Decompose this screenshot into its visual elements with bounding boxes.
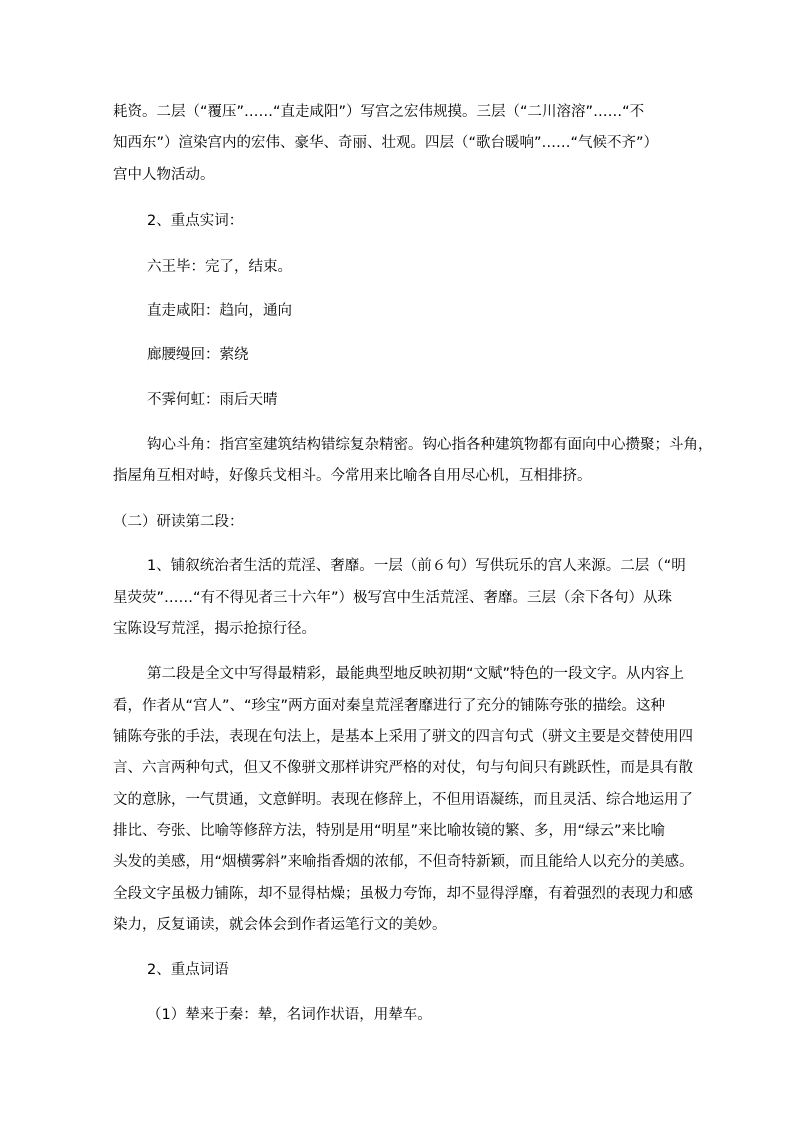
text-line: 知西东”）渲染宫内的宏伟、豪华、奇丽、壮观。四层（“歌台暖响”……“气候不齐”） [113,135,659,151]
text-line: 指屋角互相对峙，好像兵戈相斗。今常用来比喻各自用尽心机，互相排挤。 [113,468,592,484]
text-line: 直走咸阳：趋向，通向 [147,303,292,319]
text-line: 耗资。二层（“覆压”……“直走咸阳”）写宫之宏伟规摸。三层（“二川溶溶”……“不 [113,104,645,120]
text-line: 铺陈夸张的手法，表现在句法上，是基本上采用了骈文的四言句式（骈文主要是交替使用四 [113,729,693,745]
text-line: 1、铺叙统治者生活的荒淫、奢靡。一层（前６句）写供玩乐的宫人来源。二层（“明 [147,558,686,574]
text-line: 宫中人物活动。 [113,167,215,183]
text-line: 全段文字虽极力铺陈，却不显得枯燥；虽极力夸饰，却不显得浮靡，有着强烈的表现力和感 [113,886,693,902]
text-line: 六王毕：完了，结束。 [147,259,292,275]
text-line: 廊腰缦回：萦绕 [147,347,249,363]
text-line: 言、六言两种句式，但又不像骈文那样讲究严格的对仗，句与句间只有跳跃性，而是具有散 [113,760,693,776]
text-line: 宝陈设写荒淫，揭示抢掠行径。 [113,621,316,637]
text-line: 第二段是全文中写得最精彩，最能典型地反映初期“文赋”特色的一段文字。从内容上 [147,666,685,682]
text-line: 看，作者从“宫人”、“珍宝”两方面对秦皇荒淫奢靡进行了充分的铺陈夸张的描绘。这种 [113,698,666,714]
text-line: 2、重点词语 [147,962,229,978]
text-line: （1）辇来于秦：辇，名词作状语，用辇车。 [147,1007,432,1023]
text-line: 2、重点实词： [147,213,244,229]
text-line: 头发的美感，用“烟横雾斜”来喻指香烟的浓郁，不但奇特新颖，而且能给人以充分的美感。 [113,854,694,870]
text-line: 不霁何虹：雨后天晴 [147,392,278,408]
text-line: 文的意脉，一气贯通，文意鲜明。表现在修辞上，不但用语凝练，而且灵活、综合地运用了 [113,792,693,808]
text-line: 排比、夸张、比喻等修辞方法，特别是用“明星”来比喻妆镜的繁、多，用“绿云”来比喻 [113,823,666,839]
text-line: 钩心斗角：指宫室建筑结构错综复杂精密。钩心指各种建筑物都有面向中心攒聚；斗角， [147,437,713,453]
text-line: 染力，反复诵读，就会体会到作者运笔行文的美妙。 [113,917,447,933]
text-line: （二）研读第二段： [113,514,244,530]
text-line: 星荧荧”……“有不得见者三十六年”）极写宫中生活荒淫、奢靡。三层（余下各句）从珠 [113,590,673,606]
